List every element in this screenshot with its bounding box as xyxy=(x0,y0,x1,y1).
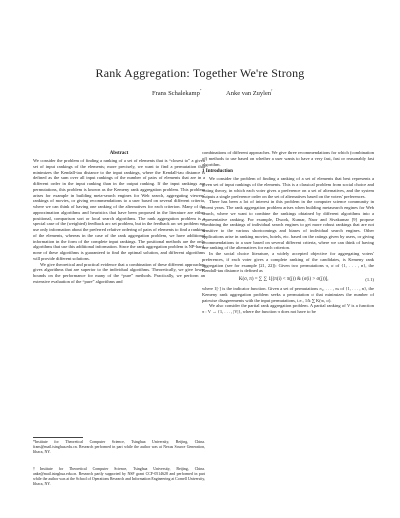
intro-paragraph-3: In the social choice literature, a widely accepted objective for aggregating voters' preferences, if each voter gives a complete ranking of the candidates, is Kemeny rank aggregation (see for example [21, 22]): Given two permutations π, σ of {1, . . . , n}, the Kendall-tau distance is defined as xyxy=(202,251,374,274)
abstract-continuation: combinations of different approaches. We give three recommendations for which (combination of) methods to use based on whether a user wants to have a very fast, fast or reasonably fast algorithm. xyxy=(202,150,374,167)
author-2-mark: † xyxy=(271,88,273,92)
intro-paragraph-partial: We also consider the partial rank aggregation problem. A partial ranking of V is a function π : V → {1, . . . , |V|}, where the function π does not have to be xyxy=(202,303,374,314)
left-column xyxy=(33,150,205,285)
author-2 xyxy=(226,90,273,98)
abstract-paragraph-2: We give theoretical and practical evidence that a combination of these different approaches gives algorithms that are superior to the individual algorithms. Theoretically, we give lower bounds on the performance for many of the “pure” methods. Practically, we perform an extensive evaluation of the “pure” algorithms and xyxy=(33,261,205,284)
equation-kendall-tau xyxy=(202,275,374,285)
footnote-2: †Institute for Theoretical Computer Science, Tsinghua University, Beijing, China. anke@mail.tsinghua.edu.cn. Research partly supported by NSF grant CCF-0514628 and performed in part while the author was at the School of Operations Research and Information Engineering at Cornell University, Ithaca, NY. xyxy=(33,467,205,486)
abstract-heading: Abstract xyxy=(109,151,129,156)
abstract-paragraph-1: We consider the problem of finding a ranking of a set of elements that is “closest to” a given set of input rankings of the elements; more precisely, we want to find a permutation that minimizes the Kendall-tau distance to the input rankings, where the Kendall-tau distance is defined as the sum over all input rankings of the number of pairs of elements that are in a different order in the input ranking than in the output ranking. If the input rankings are permutations, this problem is known as the Kemeny rank aggregation problem. This problem arises for example in building meta-search engines for Web search, aggregating viewers' rankings of movies, or giving recommendations to a user based on several different criteria, where we can think of having one ranking of the alternatives for each criterion. Many of the approximation algorithms and heuristics that have been proposed in the literature are either positional, comparison sort or local search algorithms. The rank aggregation problem is a special case of the (weighted) feedback arc set problem, but in the feedback arc set problem we use only information about the preferred relative ordering of pairs of elements to find a ranking of the elements, whereas in the case of the rank aggregation problem, we have additional information in the form of the complete input rankings. The positional methods are the only algorithms that use this additional information. Since the rank aggregation problem is NP-hard, none of these algorithms is guaranteed to find the optimal solution, and different algorithms will provide different solutions. xyxy=(33,158,205,261)
intro-paragraph-1: We consider the problem of finding a ranking of a set of elements that best represents a given set of input rankings of the elements. This is a classical problem from social choice and voting theory, in which each voter gives a preference on a set of alternatives, and the system outputs a single preference order on the set of alternatives based on the voters' preferences. xyxy=(202,176,374,199)
intro-paragraph-2: There has been a lot of interest in this problem in the computer science community in recent years. The rank aggregation problem arises when building metasearch engines for Web search, where we want to combine the rankings obtained by different algorithms into a representative ranking. For example, Dwork, Kumar, Naor and Sivakumar [9] propose combining the rankings of individual search engines to get more robust rankings that are not sensitive to the various shortcomings and biases of individual search engines. Other applications arise in ranking movies, hotels, etc. based on the ratings given by users, or giving recommendations to a user based on several different criteria, where we can think of having one ranking of the alternatives for each criterion. xyxy=(202,199,374,251)
footnote-1: *Institute for Theoretical Computer Science, Tsinghua University, Beijing, China. frans@mail.tsinghua.edu.cn. Research performed in part while the author was at Nexus Source Generation, Ithaca, NY. xyxy=(33,440,205,454)
right-column xyxy=(202,150,374,315)
section-heading-introduction: 1 Introduction xyxy=(202,169,233,175)
author-2-name: Anke van Zuylen xyxy=(226,90,272,97)
intro-after-equation: where 1[·] is the indicator function. Given a set of permutations π₁, . . . , πₖ of {1, . . . , n}, the Kemeny rank aggregation problem seeks a permutation σ that minimizes the number of pairwise disagreements with the input permutations, i.e., 1/k ∑ K(πₗ, σ). xyxy=(202,286,374,303)
equation-number: (1.1) xyxy=(365,277,374,282)
paper-title: Rank Aggregation: Together We're Strong xyxy=(95,66,305,80)
author-1-mark: * xyxy=(199,88,202,92)
equation-body: K(σ, π) = ∑ ∑ 1[(π(i) < π(j)) & (σ(i) > σ(j))], xyxy=(238,277,329,282)
author-1 xyxy=(152,90,201,98)
footnote-rule xyxy=(33,437,83,438)
author-1-name: Frans Schalekamp xyxy=(152,90,200,97)
